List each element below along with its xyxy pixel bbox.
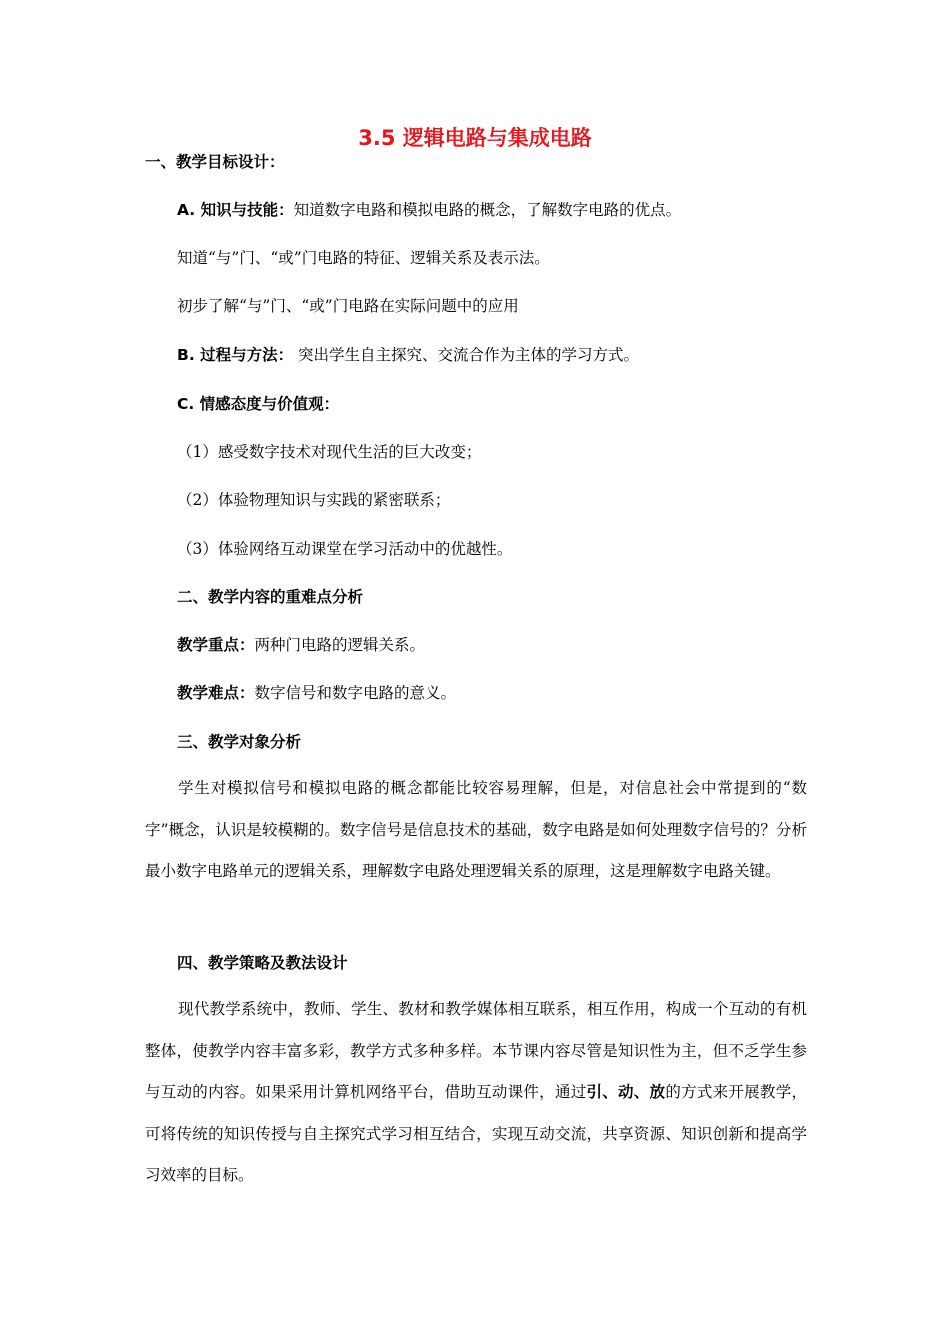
section3-heading: 三、教学对象分析 — [177, 733, 302, 751]
objective-a — [177, 199, 681, 221]
objective-b — [177, 344, 639, 366]
objective-a-line2: 知道“与”门、“或”门电路的特征、逻辑关系及表示法。 — [177, 249, 550, 267]
document-title: 3.5 逻辑电路与集成电路 — [358, 126, 592, 150]
section3-paragraph: 学生对模拟信号和模拟电路的概念都能比较容易理解，但是，对信息社会中常提到的“数字”概念，认识是较模糊的。数字信号是信息技术的基础，数字电路是如何处理数字信号的？分析最小数字电路单元的逻辑关系，理解数字电路处理逻辑关系的原理，这是理解数字电路关键。 — [145, 779, 807, 880]
objective-b-text: 突出学生自主探究、交流合作为主体的学习方式。 — [293, 346, 640, 364]
key-point-text: 两种门电路的逻辑关系。 — [254, 636, 426, 654]
key-point-label: 教学重点： — [177, 636, 255, 654]
section4-paragraph — [145, 989, 807, 1197]
section4-text-part2: 的方式来开展教学，可将传统的知识传授与自主探究式学习相互结合，实现互动交流，共享资源、知识创新和提高学习效率的目标。 — [145, 1083, 807, 1184]
objective-c-item: （2）体验物理知识与实践的紧密联系； — [177, 491, 451, 509]
section4-text-part1: 现代教学系统中，教师、学生、教材和教学媒体相互联系，相互作用，构成一个互动的有机整体，使教学内容丰富多彩，教学方式多种多样。本节课内容尽管是知识性为主，但不乏学生参与互动的内容。如果采用计算机网络平台，借助互动课件，通过 — [145, 1000, 807, 1101]
key-point — [177, 634, 425, 656]
section1-heading: 一、教学目标设计： — [145, 153, 285, 171]
objective-b-label: B. 过程与方法： — [177, 346, 294, 364]
objective-a-line3: 初步了解“与”门、“或”门电路在实际问题中的应用 — [177, 297, 519, 315]
objective-a-label: A. 知识与技能： — [177, 201, 294, 219]
objective-c-item: （3）体验网络互动课堂在学习活动中的优越性。 — [177, 540, 513, 558]
section4-heading: 四、教学策略及教法设计 — [177, 954, 348, 972]
difficult-point — [177, 682, 456, 704]
objective-c-label: C. 情感态度与价值观： — [177, 395, 340, 413]
section2-heading: 二、教学内容的重难点分析 — [177, 588, 364, 606]
difficult-point-text: 数字信号和数字电路的意义。 — [254, 684, 457, 702]
objective-c-item: （1）感受数字技术对现代生活的巨大改变； — [177, 443, 482, 461]
objective-a-text: 知道数字电路和模拟电路的概念，了解数字电路的优点。 — [293, 201, 682, 219]
section4-emphasis: 引、动、放 — [586, 1083, 666, 1101]
difficult-point-label: 教学难点： — [177, 684, 255, 702]
